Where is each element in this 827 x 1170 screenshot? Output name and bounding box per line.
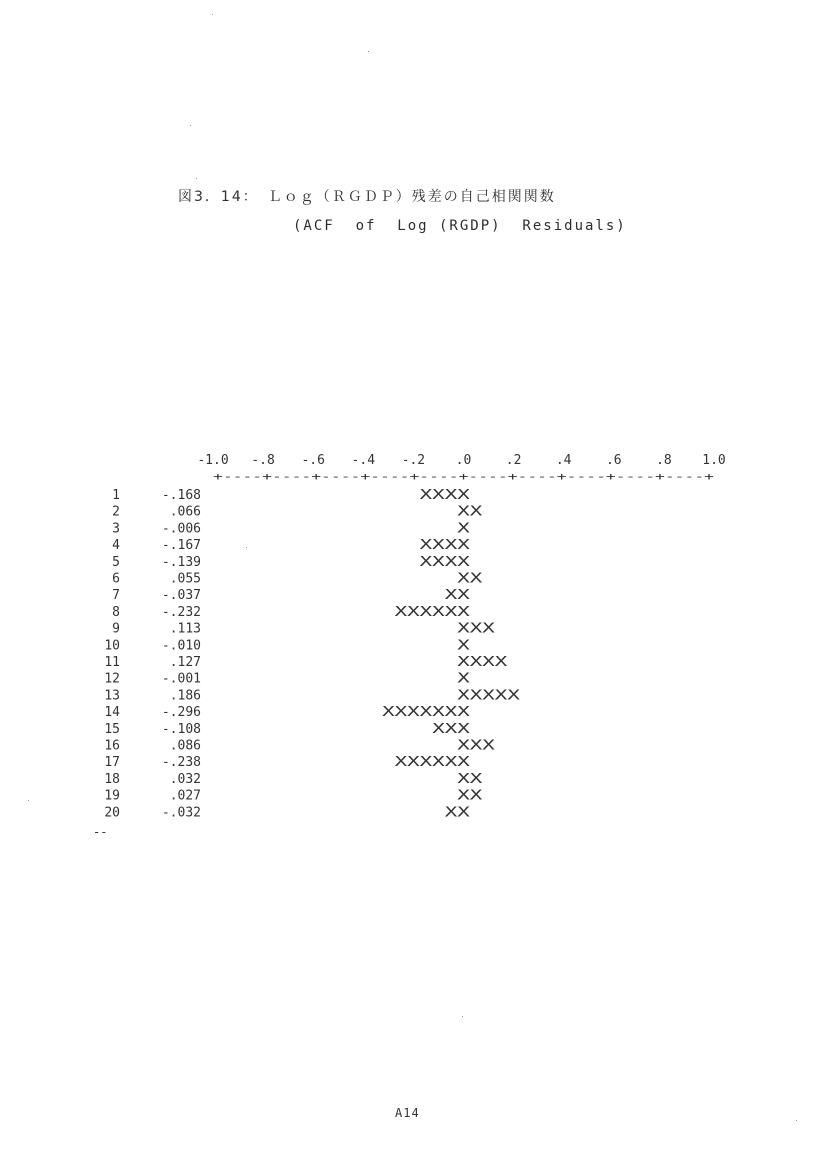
acf-value-label: -.108 [161,721,201,737]
x-tick-labels [197,453,725,468]
acf-value-label: -.238 [161,755,201,771]
lag-label: 20 [104,805,120,820]
lag-label: 2 [112,504,120,520]
lag-label: 7 [112,588,120,604]
acf-bar: X [457,638,471,654]
acf-value-label: -.232 [161,604,201,620]
acf-bar: XXX [457,738,496,754]
x-tick-label: 1.0 [702,453,726,468]
acf-value-label: -.001 [161,671,201,687]
acf-bar: XX [457,788,483,804]
acf-value-label: -.006 [161,521,201,537]
acf-bar: XXXXXX [394,604,471,620]
acf-value-label: .027 [169,788,201,804]
lag-label: 9 [112,621,120,637]
lag-label: 3 [112,521,120,537]
acf-bar: XX [444,805,471,820]
acf-value-label: .127 [169,655,201,670]
lag-label: 12 [104,671,120,687]
acf-value-label: -.139 [161,554,201,570]
acf-value-label: -.296 [161,705,201,721]
lag-label: 16 [104,738,120,754]
figure-title-en: (ACF of Log (RGDP) Residuals) [293,218,627,234]
figure-title-ja: 図3．14： Ｌｏｇ（ＲＧＤＰ）残差の自己相関関数 [178,189,556,205]
x-tick-label: -.4 [351,453,376,468]
x-tick-label: .4 [555,453,572,468]
acf-bar: XXXX [419,554,471,570]
end-marker: -- [93,825,108,839]
acf-value-label: -.167 [161,538,201,554]
x-tick-label: .8 [656,453,672,468]
x-tick-label: -.2 [401,453,426,468]
acf-value-label: .055 [169,571,201,587]
lag-label: 14 [104,705,120,721]
lag-label: 5 [112,554,120,570]
lag-label: 13 [104,688,120,704]
lag-label: 15 [104,721,120,737]
acf-rows [104,488,520,820]
acf-value-label: .186 [169,688,201,704]
acf-value-label: -.037 [161,588,201,604]
x-tick-label: -.6 [301,453,325,468]
acf-chart [0,440,827,820]
acf-bar: XXXX [457,655,508,670]
acf-value-label: -.010 [161,638,201,654]
acf-value-label: -.168 [161,488,201,503]
lag-label: 19 [104,788,120,804]
x-tick-label: -1.0 [197,453,229,468]
page-number: A14 [395,1106,420,1120]
acf-value-label: .086 [169,738,201,754]
lag-label: 6 [112,571,120,587]
x-tick-label: .2 [505,453,522,468]
acf-bar: XXX [457,621,496,637]
acf-bar: XXX [432,721,471,737]
acf-value-label: .032 [169,771,201,787]
acf-bar: X [457,671,471,687]
acf-bar: XXXX [419,488,471,503]
acf-bar: XX [457,771,483,787]
acf-value-label: .113 [169,621,201,637]
x-tick-label: .6 [605,453,622,468]
x-axis-line: +----+----+----+----+----+----+----+----+----+----+ [213,470,715,483]
acf-bar: XXXXXX [394,755,471,771]
acf-bar: XX [457,571,483,587]
acf-value-label: -.032 [161,805,201,820]
lag-label: 18 [104,771,120,787]
acf-bar: X [457,521,471,537]
lag-label: 8 [112,604,120,620]
lag-label: 17 [104,755,120,771]
acf-bar: XX [444,588,471,604]
acf-bar: XXXXX [457,688,521,704]
acf-value-label: .066 [169,504,201,520]
x-tick-label: .0 [455,453,472,468]
lag-label: 10 [104,638,120,654]
lag-label: 11 [104,655,120,670]
lag-label: 4 [112,538,120,554]
acf-bar: XXXXXXX [382,705,471,721]
lag-label: 1 [112,488,120,503]
acf-bar: XXXX [419,538,471,554]
acf-bar: XX [457,504,483,520]
x-tick-label: -.8 [251,453,275,468]
